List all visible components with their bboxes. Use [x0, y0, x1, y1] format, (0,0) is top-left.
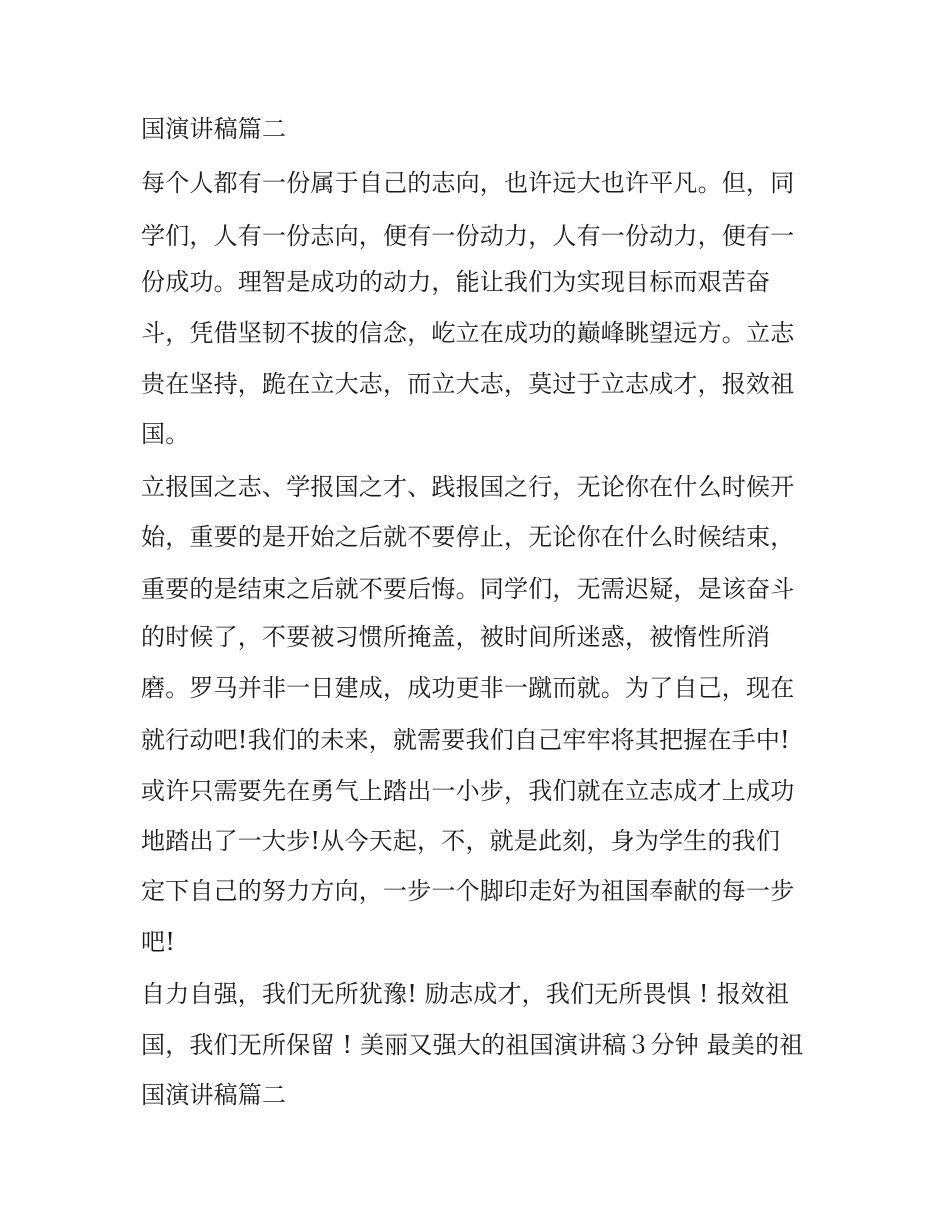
text-line: 定下自己的努力方向，一步一个脚印走好为祖国奉献的每一步: [141, 877, 795, 905]
text-line: 磨。罗马并非一日建成，成功更非一蹴而就。为了自己，现在: [141, 674, 795, 702]
text-line: 始，重要的是开始之后就不要停止，无论你在什么时候结束，: [141, 523, 795, 551]
text-line: 斗，凭借坚韧不拔的信念，屹立在成功的巅峰眺望远方。立志: [141, 319, 795, 347]
text-line: 每个人都有一份属于自己的志向，也许远大也许平凡。但，同: [141, 169, 795, 197]
text-line: 吧!: [141, 928, 176, 956]
text-line: 贵在坚持，跪在立大志，而立大志，莫过于立志成才，报效祖: [141, 370, 795, 398]
text-line: 自力自强，我们无所犹豫! 励志成才，我们无所畏惧 ! 报效祖: [141, 980, 790, 1008]
text-line: 国。: [141, 420, 190, 448]
text-line: 国，我们无所保留 ! 美丽又强大的祖国演讲稿３分钟 最美的祖: [141, 1031, 804, 1059]
text-line: 就行动吧!我们的未来，就需要我们自己牢牢将其把握在手中!: [141, 726, 790, 754]
text-line: 份成功。理智是成功的动力，能让我们为实现目标而艰苦奋: [141, 268, 771, 296]
text-line: 学们，人有一份志向，便有一份动力，人有一份动力，便有一: [141, 222, 795, 250]
text-line: 或许只需要先在勇气上踏出一小步，我们就在立志成才上成功: [141, 777, 795, 805]
text-line: 国演讲稿篇二: [141, 115, 287, 143]
text-line: 的时候了，不要被习惯所掩盖，被时间所迷惑，被惰性所消: [141, 623, 771, 651]
text-line: 地踏出了一大步!从今天起，不，就是此刻，身为学生的我们: [141, 827, 781, 855]
text-line: 立报国之志、学报国之才、践报国之行，无论你在什么时候开: [141, 473, 795, 501]
text-line: 重要的是结束之后就不要后悔。同学们，无需迟疑，是该奋斗: [141, 575, 795, 603]
text-line: 国演讲稿篇二: [141, 1081, 287, 1109]
